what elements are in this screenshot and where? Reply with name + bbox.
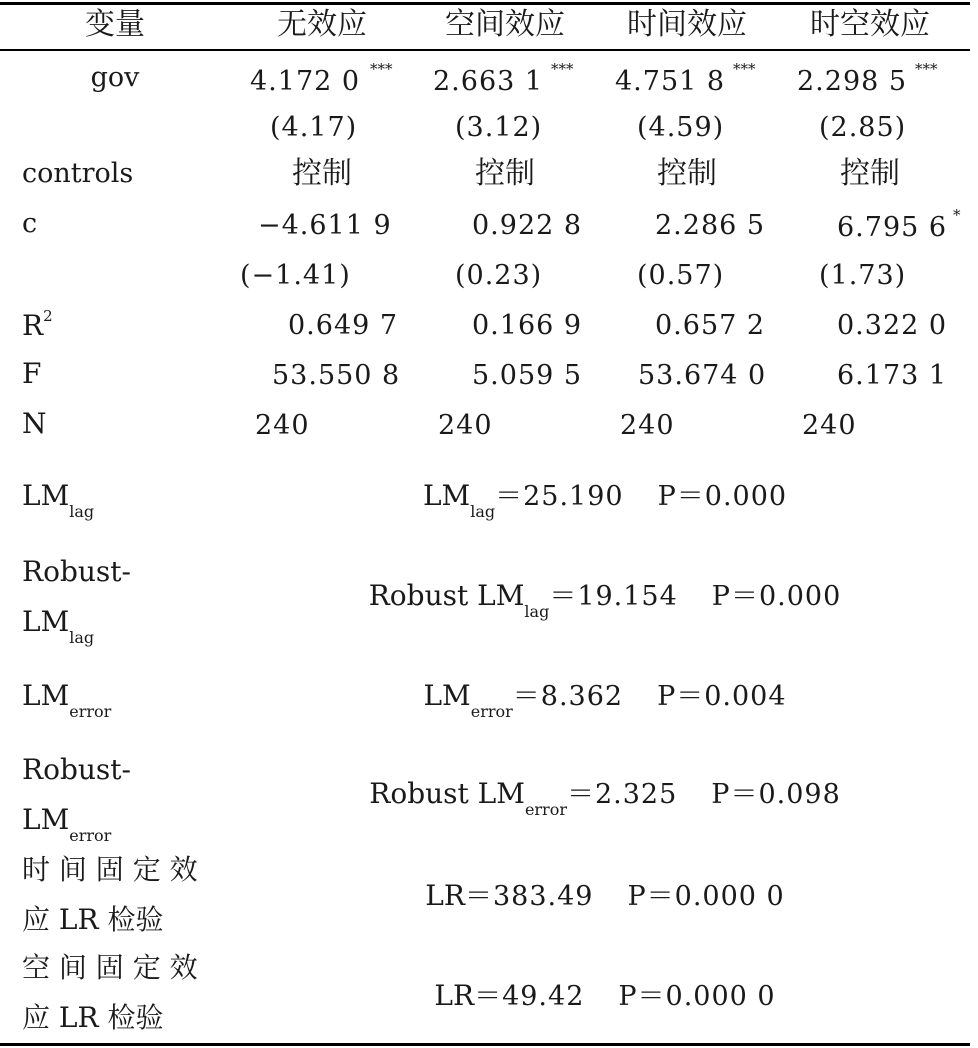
test-label-time-fe-lr-2: 应 LR 检验 — [22, 903, 164, 936]
row-label-f: F — [22, 357, 42, 390]
test-label-lm-lag: $LM_{lag}$ — [22, 479, 95, 521]
test-result-time-fe-lr: LR＝383.49 P＝0.000 0 — [425, 879, 785, 912]
gov-sig-1: *** — [370, 60, 393, 78]
n-4: 240 — [802, 410, 857, 441]
gov-coef-2: 2.663 1 *** — [433, 60, 574, 97]
gov-coef-4: 2.298 5 *** — [797, 60, 938, 97]
c-coef-4: 6.795 6 * — [837, 206, 961, 243]
row-label-n: N — [22, 407, 47, 440]
gov-coef-1: 4.172 0 *** — [250, 60, 393, 97]
test-result-space-fe-lr: LR＝49.42 P＝0.000 0 — [434, 979, 776, 1012]
f-3: 53.674 0 — [638, 360, 767, 391]
gov-sig-2: *** — [551, 60, 574, 78]
c-tstat-1: (−1.41) — [240, 260, 351, 291]
test-label-robust-lm-lag-1: Robust- — [22, 555, 131, 588]
row-label-r2: $R^2$ — [22, 307, 53, 342]
gov-tstat-2: (3.12) — [455, 112, 543, 143]
top-rule — [0, 2, 970, 5]
n-2: 240 — [438, 410, 493, 441]
f-2: 5.059 5 — [472, 360, 583, 391]
r2-4: 0.322 0 — [837, 310, 948, 341]
r2-2: 0.166 9 — [472, 310, 583, 341]
c-coef-1: −4.611 9 — [258, 210, 392, 241]
c-coef-3: 2.286 5 — [655, 210, 766, 241]
header-rule — [0, 49, 970, 51]
gov-tstat-3: (4.59) — [637, 112, 725, 143]
header-no-effect: 无效应 — [277, 7, 367, 42]
test-label-space-fe-lr-1: 空 间 固 定 效 — [22, 951, 198, 984]
f-4: 6.173 1 — [837, 360, 948, 391]
test-label-robust-lm-error-2: $LM_{error}$ — [22, 803, 112, 845]
gov-coef-3: 4.751 8 *** — [615, 60, 756, 97]
test-result-lm-error: $LM_{error}=8.362$ P＝0.004 — [423, 679, 787, 721]
bottom-rule — [0, 1043, 970, 1046]
c-tstat-2: (0.23) — [455, 260, 543, 291]
test-label-time-fe-lr-1: 时 间 固 定 效 — [22, 853, 198, 886]
test-label-lm-error: $LM_{error}$ — [22, 679, 112, 721]
test-label-robust-lm-lag-2: $LM_{lag}$ — [22, 605, 95, 647]
gov-tstat-1: (4.17) — [270, 112, 358, 143]
test-label-robust-lm-error-1: Robust- — [22, 753, 131, 786]
test-result-robust-lm-lag: Robust $LM_{lag}=19.154$ P＝0.000 — [368, 579, 842, 621]
c-sig-4: * — [953, 206, 961, 224]
c-coef-2: 0.922 8 — [472, 210, 583, 241]
f-1: 53.550 8 — [272, 360, 401, 391]
r2-3: 0.657 2 — [655, 310, 766, 341]
header-variable: 变量 — [85, 7, 145, 42]
gov-sig-3: *** — [733, 60, 756, 78]
c-tstat-4: (1.73) — [819, 260, 907, 291]
controls-3: 控制 — [657, 156, 717, 191]
test-result-lm-lag: $LM_{lag}=25.190$ P＝0.000 — [422, 479, 788, 521]
gov-sig-4: *** — [915, 60, 938, 78]
header-spatial-effect: 空间效应 — [445, 7, 565, 42]
header-time-effect: 时间效应 — [627, 7, 747, 42]
test-result-robust-lm-error: Robust $LM_{error}=2.325$ P＝0.098 — [369, 777, 841, 819]
r2-1: 0.649 7 — [288, 310, 399, 341]
controls-4: 控制 — [840, 156, 900, 191]
row-label-gov: gov — [90, 62, 140, 93]
test-label-space-fe-lr-2: 应 LR 检验 — [22, 1001, 164, 1034]
controls-1: 控制 — [292, 156, 352, 191]
controls-2: 控制 — [475, 156, 535, 191]
row-label-c: c — [22, 208, 38, 239]
header-spatiotemporal-effect: 时空效应 — [810, 7, 930, 42]
n-1: 240 — [255, 410, 310, 441]
row-label-controls: controls — [22, 158, 134, 189]
c-tstat-3: (0.57) — [637, 260, 725, 291]
gov-tstat-4: (2.85) — [819, 112, 907, 143]
n-3: 240 — [620, 410, 675, 441]
